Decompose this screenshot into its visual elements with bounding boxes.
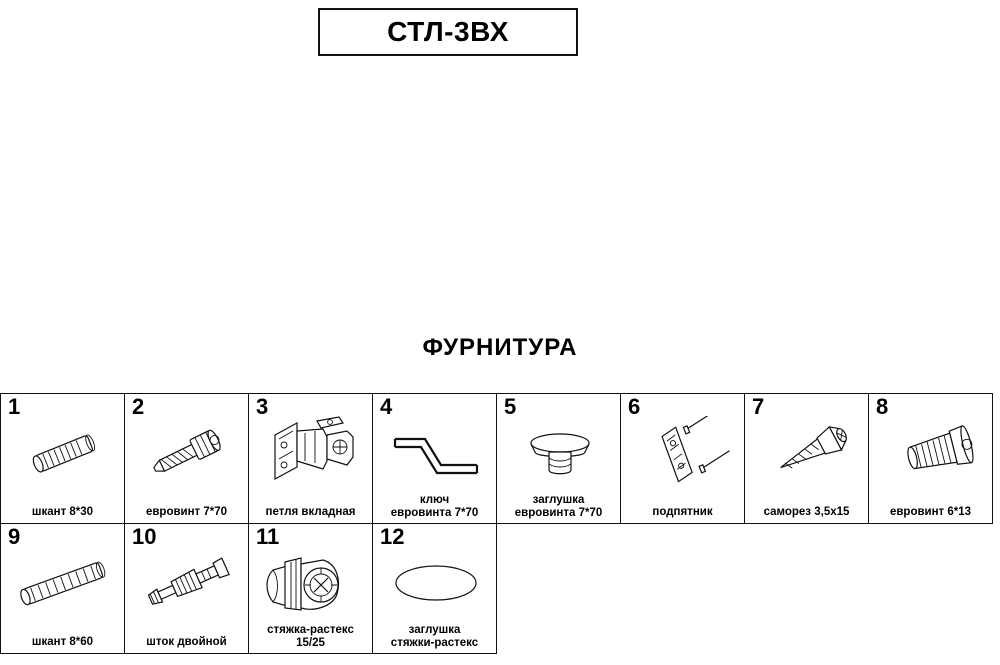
parts-row [0,393,1000,523]
part-caption: саморез 3,5х15 [763,506,850,519]
cap-icon [497,414,622,492]
part-caption: евровинт 6*13 [889,506,972,519]
part-caption [499,494,618,520]
part-cell [868,393,993,524]
self-tapping-screw-icon [745,414,870,492]
part-cell [248,523,373,654]
dowel-icon [1,414,126,492]
part-number: 12 [380,524,405,549]
part-caption: подпятник [652,506,713,519]
rastex-connector-icon [249,544,374,622]
part-number: 6 [628,394,641,419]
caption-line-1: заглушка евровинта 7*70 [514,494,603,520]
caption-line-1: ключ евровинта 7*70 [390,494,479,520]
part-cell [0,523,125,654]
part-caption: шкант 8*30 [31,506,94,519]
part-number: 11 [256,524,280,549]
part-cell [124,393,249,524]
part-caption [375,624,494,650]
part-cell [620,393,745,524]
part-number: 2 [132,394,145,419]
part-number: 3 [256,394,269,419]
hardware-parts-grid [0,393,1000,653]
part-number: 5 [504,394,517,419]
caption-line-1: стяжка-растекс 15/25 [267,624,354,650]
part-cell [372,393,497,524]
euro-screw-key-icon [373,414,498,492]
part-caption: петля вкладная [265,506,356,519]
hinge-icon [249,414,374,492]
part-caption [375,494,494,520]
document-title-box [318,8,578,56]
part-number: 8 [876,394,889,419]
part-number: 9 [8,524,21,549]
parts-row [0,523,1000,653]
page-title: СТЛ-3ВХ [387,16,509,47]
part-cell [0,393,125,524]
furniture-glide-icon [621,414,746,492]
part-cell [124,523,249,654]
double-rod-icon [125,544,250,622]
part-cell [372,523,497,654]
rastex-cap-icon [373,544,498,622]
section-heading: ФУРНИТУРА [422,334,578,361]
part-caption: шток двойной [146,636,227,649]
euro-screw-short-icon [869,414,994,492]
euro-screw-icon [125,414,250,492]
part-caption: евровинт 7*70 [145,506,228,519]
part-cell [248,393,373,524]
part-caption [251,624,370,650]
part-number: 1 [8,394,21,419]
dowel-long-icon [1,544,126,622]
caption-line-1: заглушка стяжки-растекс [390,624,479,650]
part-cell [496,393,621,524]
part-number: 7 [752,394,765,419]
part-number: 4 [380,394,393,419]
part-number: 10 [132,524,157,549]
part-caption: шкант 8*60 [31,636,94,649]
part-cell [744,393,869,524]
